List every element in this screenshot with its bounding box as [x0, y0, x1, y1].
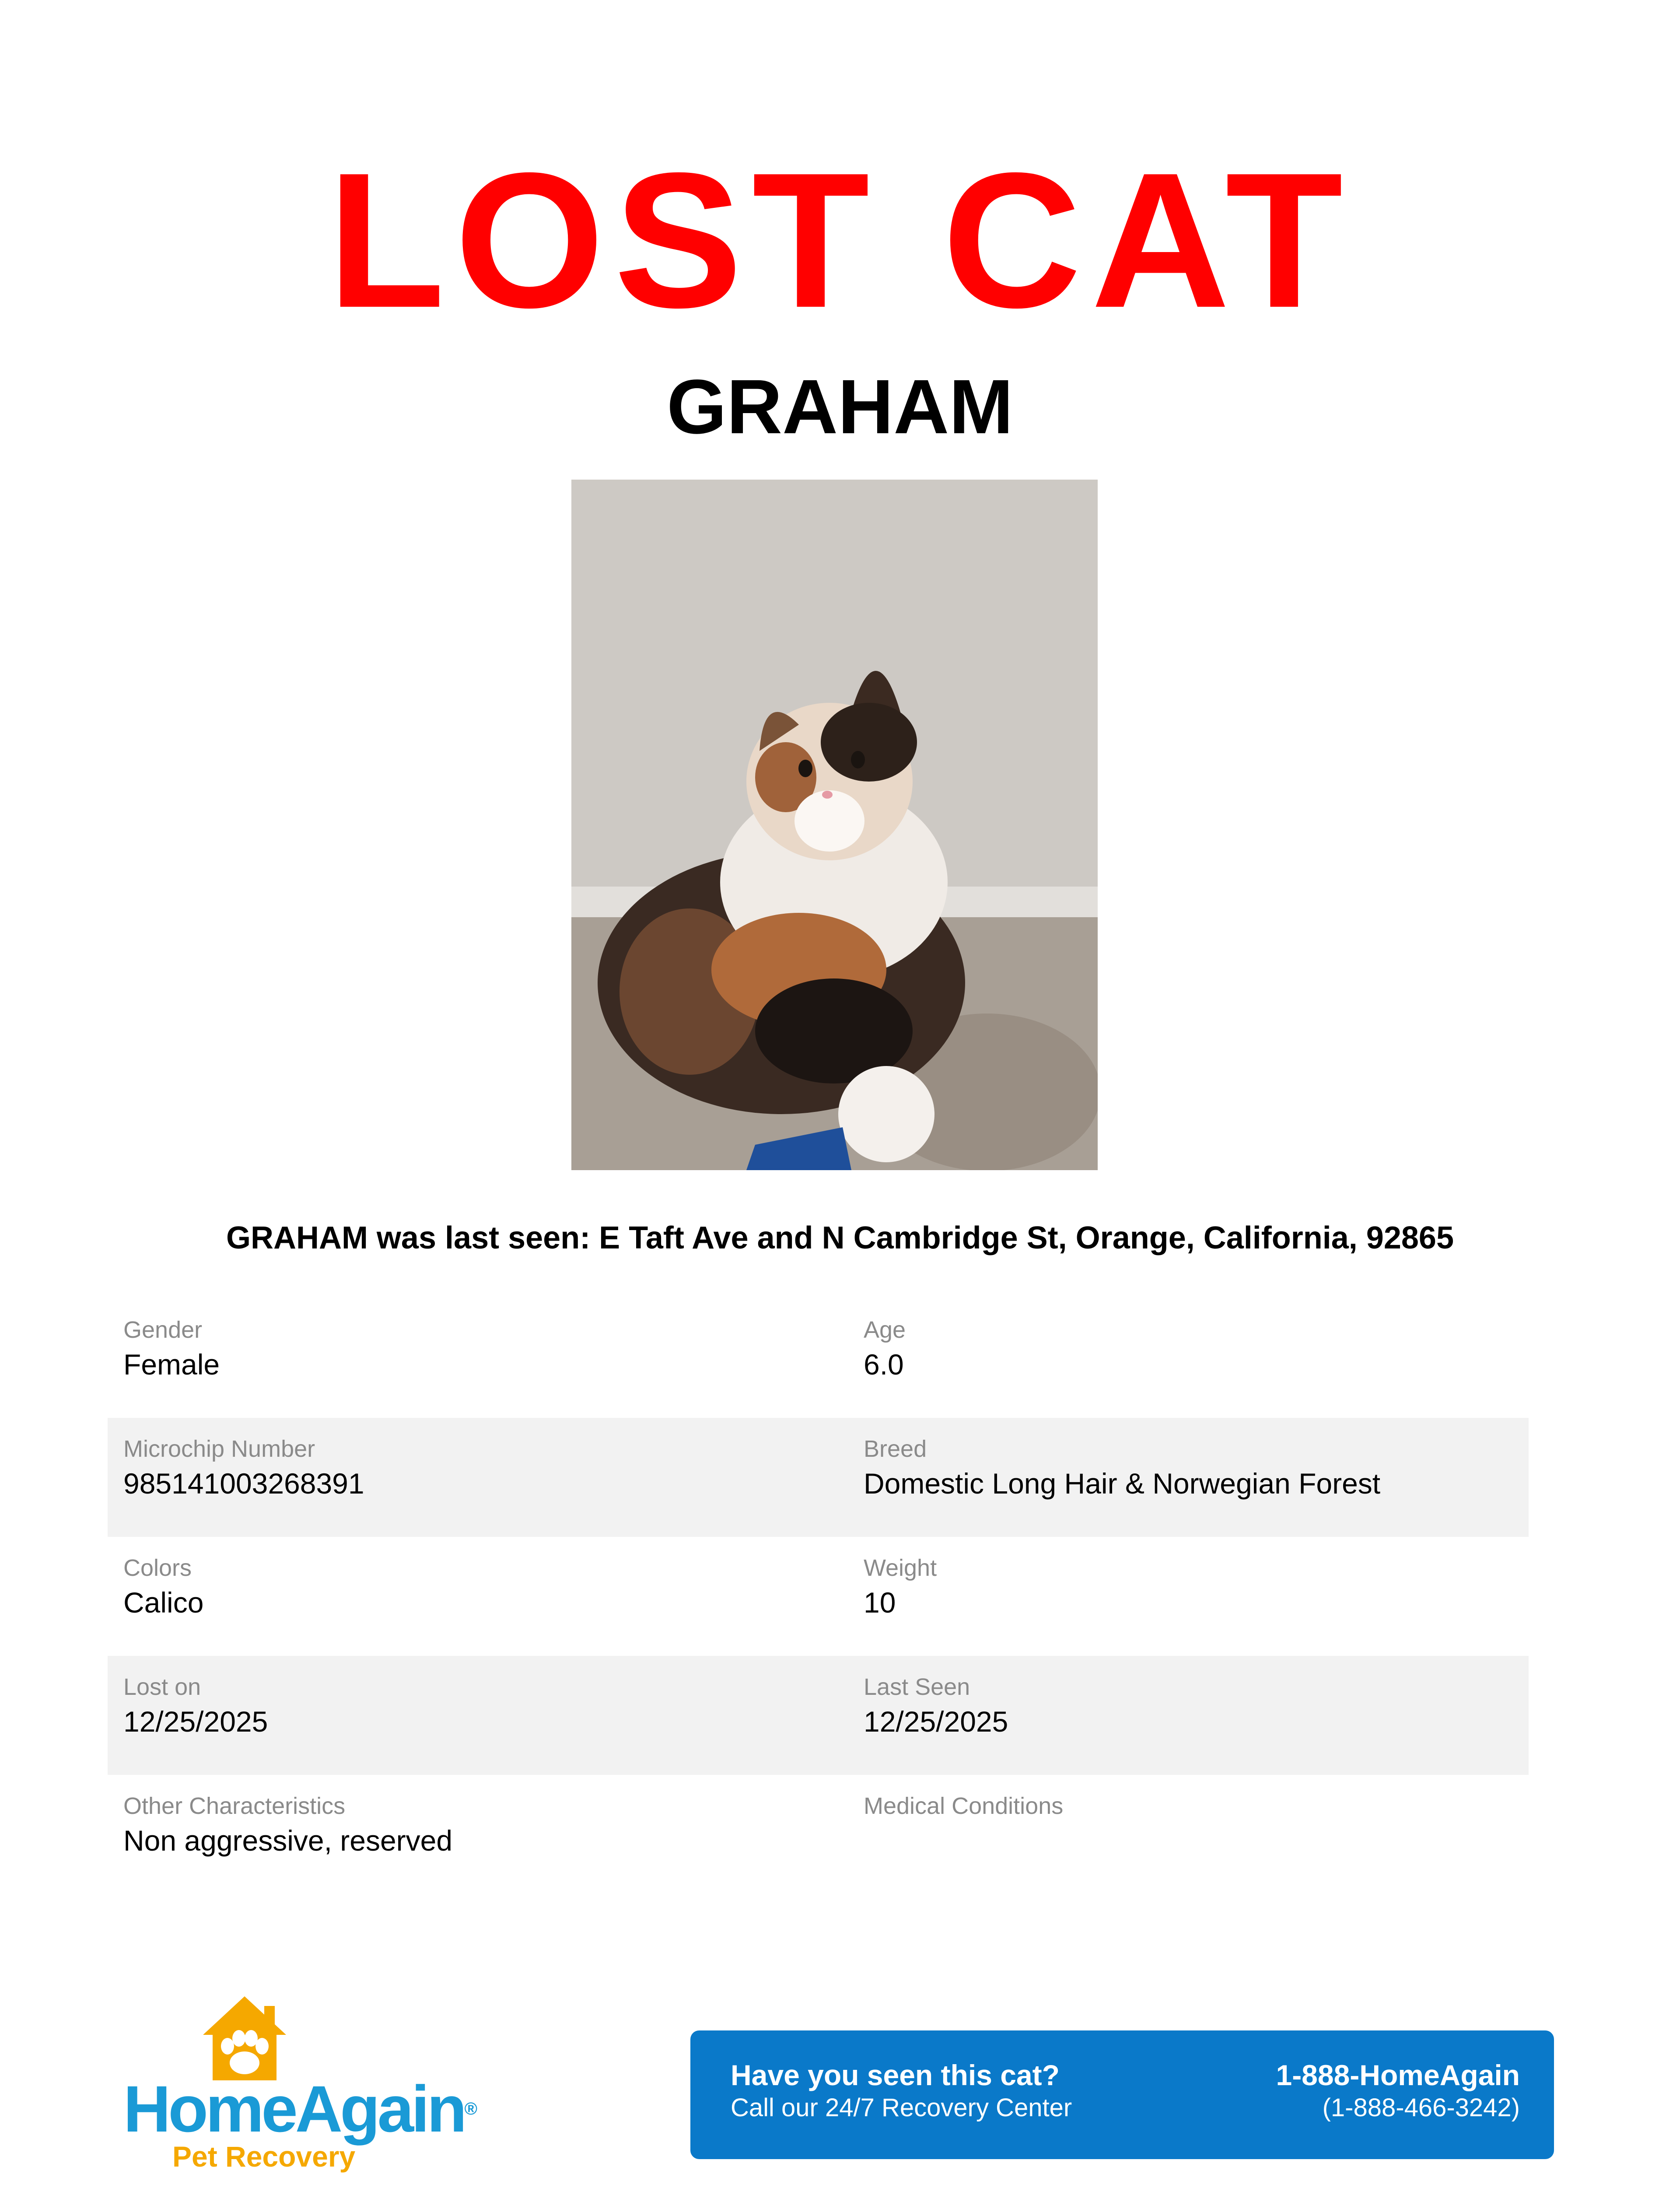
homeagain-logo — [123, 1993, 500, 2177]
weight-value: 10 — [864, 1586, 896, 1619]
callout-question: Have you seen this cat? — [731, 2059, 1060, 2091]
age-value: 6.0 — [864, 1348, 904, 1381]
last-seen-location: GRAHAM was last seen: E Taft Ave and N Cambridge St, Orange, California, 92865 — [226, 1220, 1454, 1255]
age-label: Age — [864, 1317, 906, 1343]
phone-vanity-number[interactable]: 1-888-HomeAgain — [1276, 2059, 1520, 2091]
lost-on-label: Lost on — [123, 1674, 201, 1700]
breed-value: Domestic Long Hair & Norwegian Forest — [864, 1467, 1381, 1500]
other-characteristics-cell — [108, 1775, 848, 1894]
pet-name: GRAHAM — [667, 364, 1013, 450]
details-row — [108, 1656, 1529, 1775]
details-table — [108, 1299, 1529, 1894]
last-seen-label: Last Seen — [864, 1674, 970, 1700]
registered-mark: ® — [464, 2099, 477, 2118]
weight-cell — [848, 1537, 1529, 1656]
details-row — [108, 1418, 1529, 1537]
gender-label: Gender — [123, 1317, 203, 1343]
medical-conditions-cell — [848, 1775, 1529, 1894]
gender-cell — [108, 1299, 848, 1418]
details-row — [108, 1299, 1529, 1418]
colors-cell — [108, 1537, 848, 1656]
microchip-label: Microchip Number — [123, 1436, 315, 1462]
headline: LOST CAT — [327, 133, 1353, 348]
breed-label: Breed — [864, 1436, 927, 1462]
microchip-value: 985141003268391 — [123, 1467, 364, 1500]
details-row — [108, 1537, 1529, 1656]
details-row — [108, 1775, 1529, 1894]
phone-number[interactable]: (1-888-466-3242) — [1322, 2093, 1520, 2122]
weight-label: Weight — [864, 1555, 937, 1581]
lost-on-value: 12/25/2025 — [123, 1705, 268, 1738]
brand-wordmark — [123, 2072, 477, 2146]
breed-cell — [848, 1418, 1529, 1537]
colors-value: Calico — [123, 1586, 204, 1619]
house-paw-icon — [199, 1993, 290, 2085]
callout-instruction: Call our 24/7 Recovery Center — [731, 2093, 1072, 2122]
gender-value: Female — [123, 1348, 220, 1381]
recovery-center-callout — [690, 2030, 1554, 2159]
last-seen-value: 12/25/2025 — [864, 1705, 1008, 1738]
lost-on-cell — [108, 1656, 848, 1775]
cat-photo — [571, 480, 1098, 1170]
brand-subtitle: Pet Recovery — [172, 2140, 356, 2173]
microchip-cell — [108, 1418, 848, 1537]
medical-conditions-label: Medical Conditions — [864, 1793, 1064, 1819]
other-characteristics-label: Other Characteristics — [123, 1793, 346, 1819]
brand-name: HomeAgain — [123, 2072, 465, 2146]
other-characteristics-value: Non aggressive, reserved — [123, 1824, 453, 1857]
age-cell — [848, 1299, 1529, 1418]
colors-label: Colors — [123, 1555, 192, 1581]
last-seen-cell — [848, 1656, 1529, 1775]
